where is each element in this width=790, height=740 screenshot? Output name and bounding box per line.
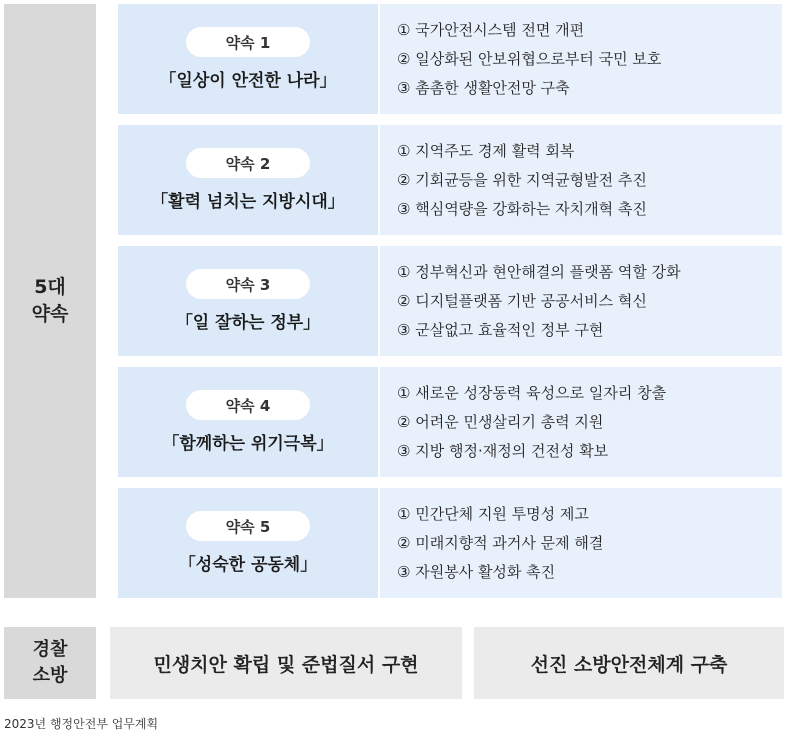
- fire-goal-box: [474, 627, 784, 699]
- promise-title: 「활력 넘치는 지방시대」: [151, 192, 345, 212]
- promise-item: ① 새로운 성장동력 육성으로 일자리 창출: [397, 383, 667, 402]
- promise-items: [380, 246, 782, 356]
- promise-number-badge: 약속 5: [186, 511, 310, 541]
- promise-row-4: [118, 367, 782, 477]
- promise-header: [118, 246, 378, 356]
- promise-item: ② 일상화된 안보위협으로부터 국민 보호: [397, 49, 662, 68]
- promise-item: ③ 핵심역량을 강화하는 자치개혁 촉진: [397, 199, 647, 218]
- promise-item: ② 디지털플랫폼 기반 공공서비스 혁신: [397, 291, 647, 310]
- promise-header: [118, 367, 378, 477]
- promise-item: ② 기회균등을 위한 지역균형발전 추진: [397, 170, 647, 189]
- promise-title: 「성숙한 공동체」: [178, 555, 318, 575]
- police-goal-text: 민생치안 확립 및 준법질서 구현: [153, 653, 419, 676]
- promise-title: 「함께하는 위기극복」: [162, 434, 334, 454]
- promise-items: [380, 125, 782, 235]
- promise-items: [380, 4, 782, 114]
- promise-row-3: [118, 246, 782, 356]
- promise-item: ③ 지방 행정·재정의 건전성 확보: [397, 441, 609, 460]
- promise-item: ② 미래지향적 과거사 문제 해결: [397, 533, 604, 552]
- promise-row-1: [118, 4, 782, 114]
- five-promises-label: [4, 4, 96, 598]
- promise-item: ③ 촘촘한 생활안전망 구축: [397, 78, 570, 97]
- image-caption: 2023년 행정안전부 업무계획: [4, 717, 159, 731]
- five-promises-label-text: 5대 약속: [31, 276, 69, 325]
- promise-item: ① 지역주도 경제 활력 회복: [397, 141, 575, 160]
- promise-list: [118, 4, 782, 598]
- promise-row-2: [118, 125, 782, 235]
- promise-header: [118, 488, 378, 598]
- promise-header: [118, 125, 378, 235]
- promise-number-badge: 약속 2: [186, 148, 310, 178]
- police-fire-label: [4, 627, 96, 699]
- promise-number-badge: 약속 4: [186, 390, 310, 420]
- police-goal-box: [110, 627, 462, 699]
- promise-items: [380, 367, 782, 477]
- fire-goal-text: 선진 소방안전체계 구축: [530, 653, 728, 676]
- promise-title: 「일상이 안전한 나라」: [159, 71, 337, 91]
- promise-number-badge: 약속 3: [186, 269, 310, 299]
- promise-items: [380, 488, 782, 598]
- promise-item: ③ 군살없고 효율적인 정부 구현: [397, 320, 604, 339]
- promise-item: ① 국가안전시스템 전면 개편: [397, 20, 585, 39]
- police-fire-label-text: 경찰 소방: [32, 639, 68, 686]
- promise-item: ① 정부혁신과 현안해결의 플랫폼 역할 강화: [397, 262, 681, 281]
- promise-item: ② 어려운 민생살리기 총력 지원: [397, 412, 604, 431]
- promise-item: ① 민간단체 지원 투명성 제고: [397, 504, 589, 523]
- promise-row-5: [118, 488, 782, 598]
- promise-number-badge: 약속 1: [186, 27, 310, 57]
- promise-title: 「일 잘하는 정부」: [175, 313, 321, 333]
- promise-item: ③ 자원봉사 활성화 촉진: [397, 562, 556, 581]
- promise-header: [118, 4, 378, 114]
